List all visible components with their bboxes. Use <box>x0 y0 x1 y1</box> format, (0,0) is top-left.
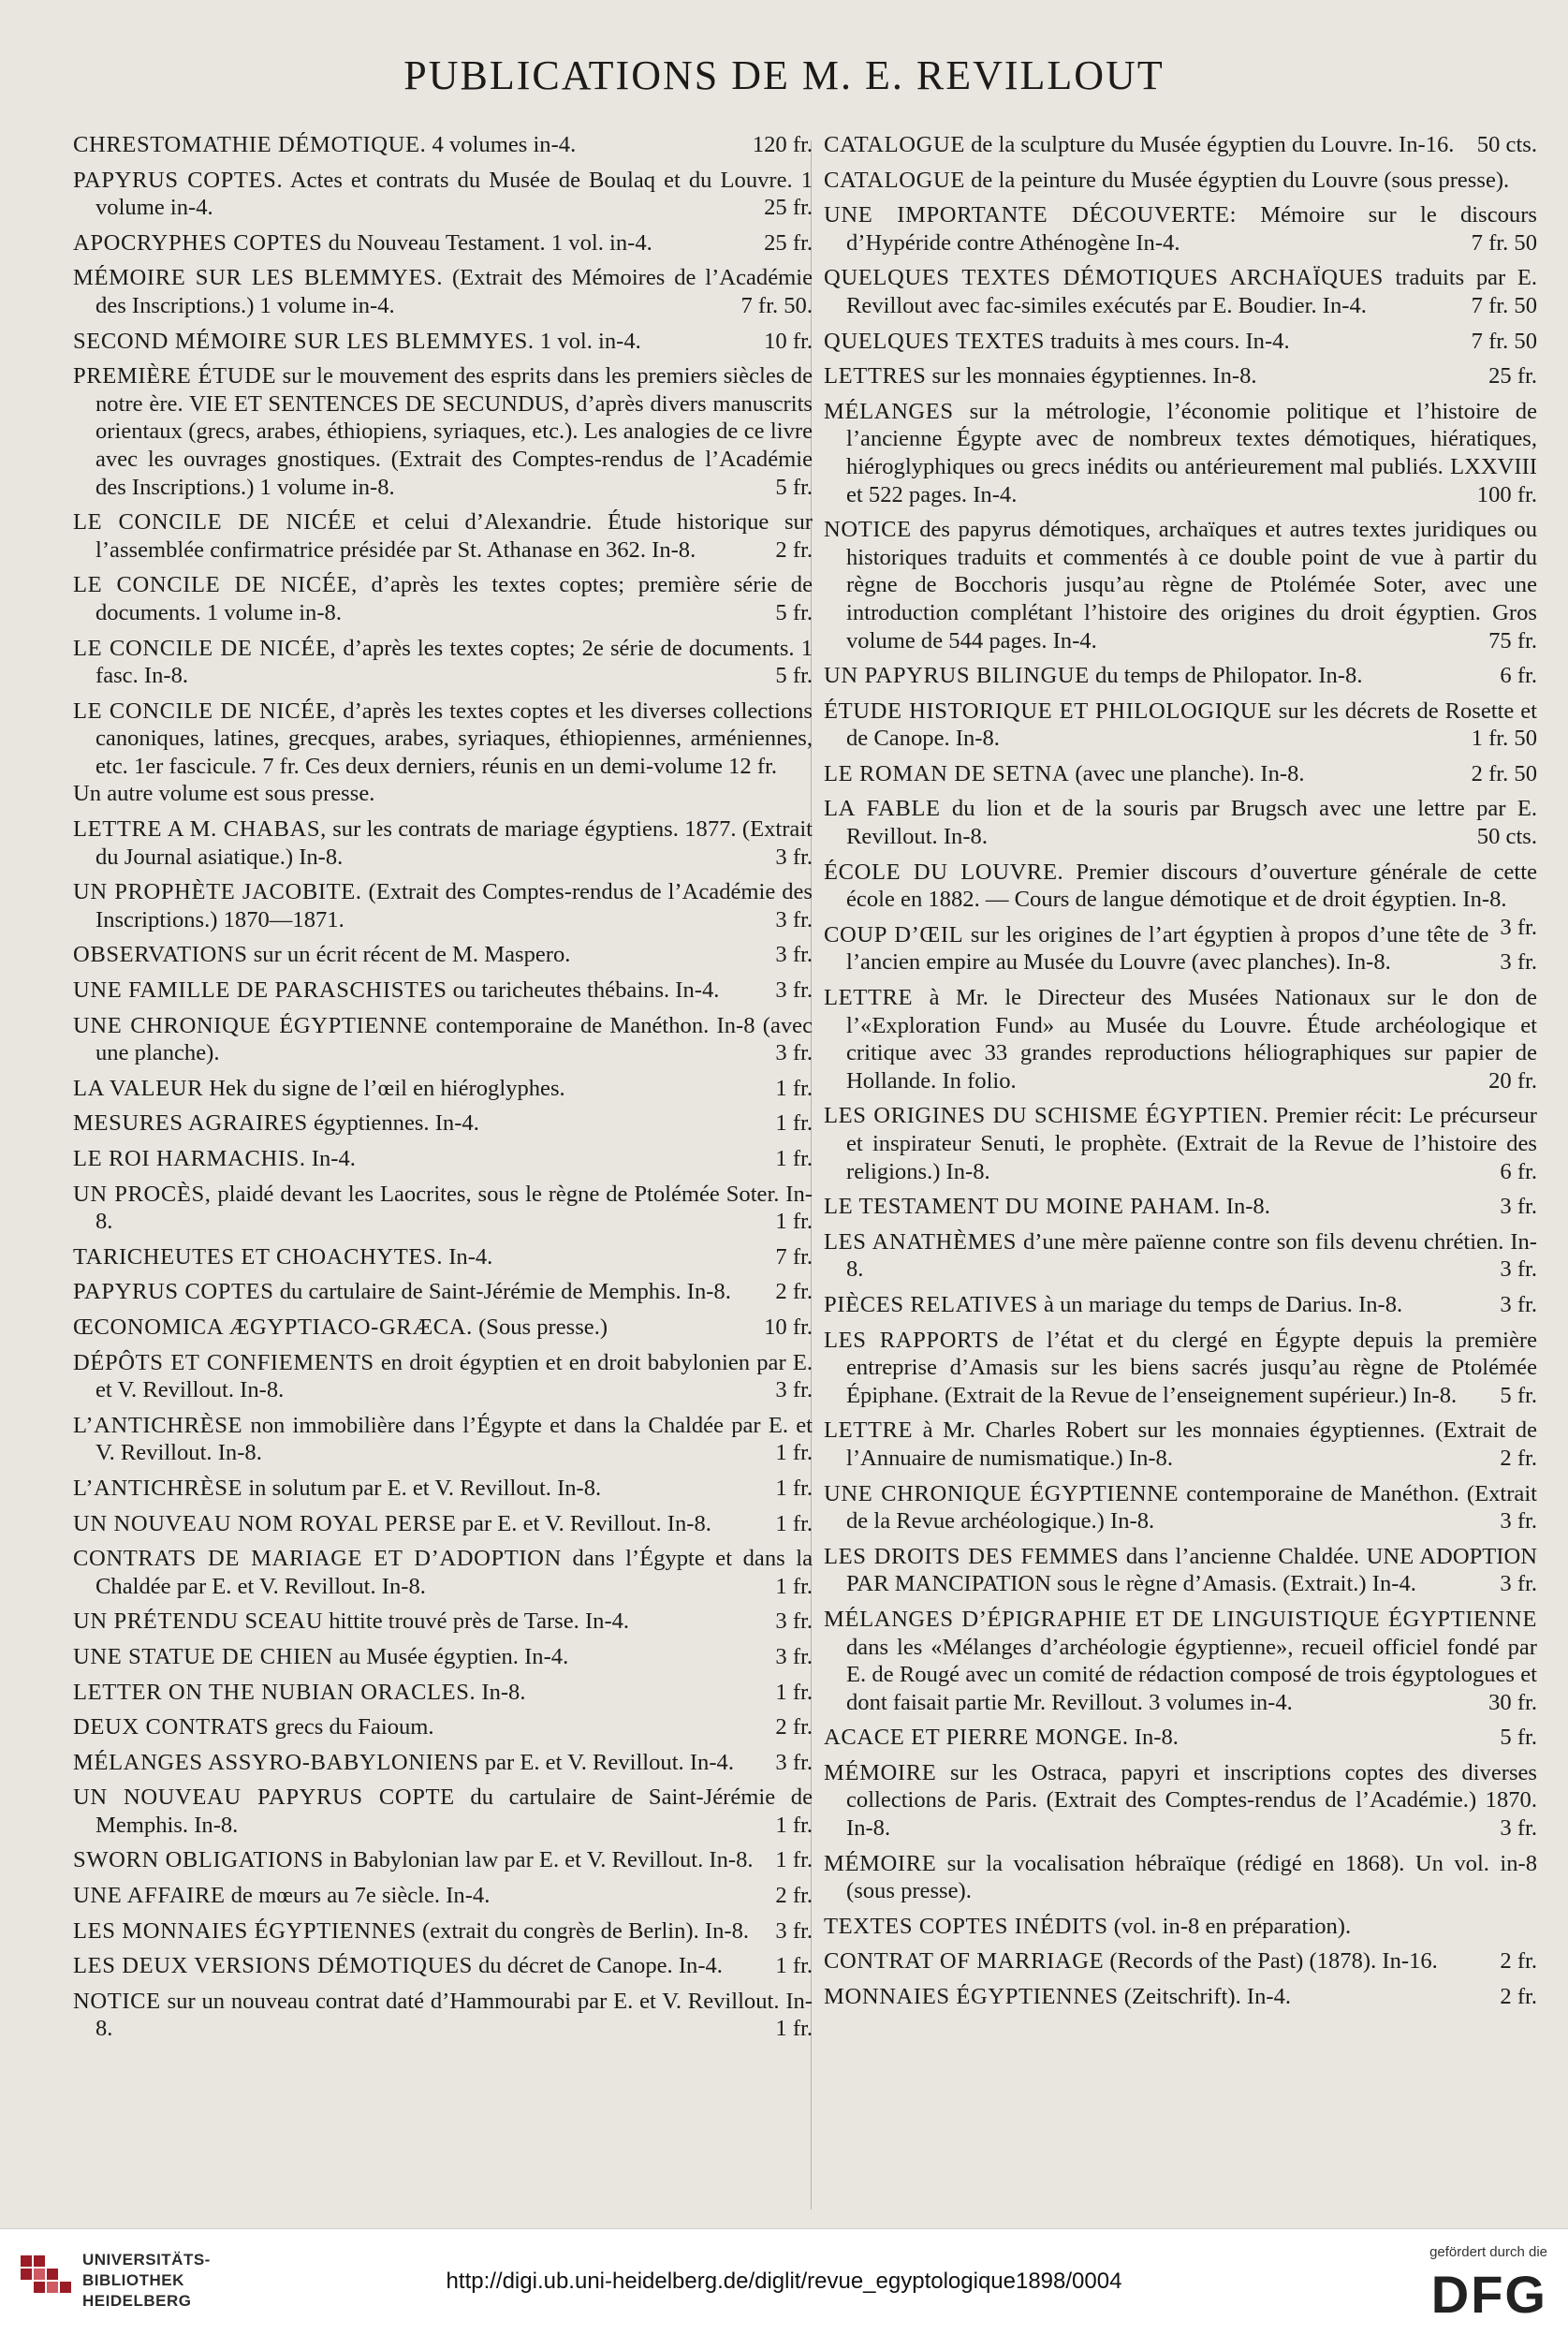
entry-title: LE TESTAMENT DU MOINE PAHAM. <box>824 1194 1221 1220</box>
entry-description: (Extrait des Mémoires de l’Académie des Inscriptions.) 1 volume in-4. <box>95 265 813 318</box>
entry-note: Un autre volume est sous presse. <box>73 781 375 807</box>
right-column <box>824 131 1537 2019</box>
entry-price: 1 fr. <box>775 1679 813 1705</box>
entry-price: 3 fr. <box>775 906 813 933</box>
catalog-entry <box>73 1988 813 2043</box>
entry-description: sur la métrologie, l’économie politique et l’histoire de l’ancienne Égypte avec de nombreux textes démotiques, hiératiques, hiéroglyphiques ou grecs inédits ou antérieurement mal publiés. LXXVIII et 522 pages. In-4. <box>846 398 1537 507</box>
entry-price: 3 fr. <box>775 1040 813 1066</box>
entry-description: Mémoire sur le discours d’Hypéride contre Athénogène In-4. <box>846 202 1537 256</box>
entry-title: UN PROCÈS, <box>73 1181 212 1207</box>
catalog-entry <box>73 131 813 159</box>
entry-description: à un mariage du temps de Darius. In-8. <box>1037 1291 1403 1317</box>
entry-price: 50 cts. <box>1476 824 1537 850</box>
entry-description: sur la vocalisation hébraïque (rédigé en 1868). Un vol. in-8 (sous presse). <box>846 1850 1537 1904</box>
entry-title: TEXTES COPTES INÉDITS <box>824 1913 1108 1939</box>
entry-price: 20 fr. <box>1488 1067 1537 1094</box>
entry-title: UNE IMPORTANTE DÉCOUVERTE: <box>824 202 1238 228</box>
entry-description: In-4. <box>443 1243 493 1270</box>
entry-price: 3 fr. <box>1500 1194 1537 1220</box>
entry-title: SECOND MÉMOIRE SUR LES BLEMMYES. <box>73 328 535 354</box>
entry-title: UN PROPHÈTE JACOBITE. <box>73 879 362 905</box>
entry-description: par E. et V. Revillout. In-4. <box>478 1749 734 1775</box>
entry-price: 1 fr. <box>775 2016 813 2042</box>
entry-price: 2 fr. <box>775 1883 813 1909</box>
catalog-entry <box>824 516 1537 654</box>
entry-description: de l’état et du clergé en Égypte depuis la première entreprise d’Amasis sur les biens sacrés jusqu’au règne de Ptolémée Épiphane. (Extrait de la Revue de l’enseignement supérieur.) In-8. <box>846 1327 1538 1408</box>
entry-price: 3 fr. <box>1500 949 1537 976</box>
entry-price: 2 fr. <box>1500 1948 1537 1975</box>
entry-price: 1 fr. <box>775 1146 813 1171</box>
entry-description: sur un écrit récent de M. Maspero. <box>247 942 571 968</box>
entry-title: LES MONNAIES ÉGYPTIENNES <box>73 1917 417 1944</box>
entry-description: plaidé devant les Laocrites, sous le règne de Ptolémée Soter. In-8. <box>95 1181 813 1235</box>
entry-description: au Musée égyptien. In-4. <box>332 1643 569 1669</box>
entry-title: L’ANTICHRÈSE <box>73 1412 243 1438</box>
entry-description: sur le mouvement des esprits dans les premiers siècles de notre ère. VIE ET SENTENCES DE SECUNDUS, d’après divers manuscrits orientaux (grecs, arabes, éthiopiens, syriaques, etc.). Les analogies de ce livre avec les ouvrages gnostiques. (Extrait des Comptes-rendus de l’Académie des Inscriptions.) 1 volume in-8. <box>95 363 813 500</box>
entry-title: LE CONCILE DE NICÉE, <box>73 635 337 661</box>
entry-price: 7 fr. 50 <box>1471 292 1537 318</box>
library-line-1: UNIVERSITÄTS- <box>82 2251 211 2269</box>
entry-title: LETTRE A M. CHABAS, <box>73 816 327 843</box>
entry-description: (extrait du congrès de Berlin). In-8. <box>416 1917 750 1944</box>
entry-price: 5 fr. <box>1500 1725 1537 1751</box>
catalog-entry <box>824 1327 1537 1410</box>
entry-price: 75 fr. <box>1488 627 1537 654</box>
catalog-entry <box>824 921 1537 977</box>
entry-title: MÉMOIRE <box>824 1759 937 1785</box>
entry-price: 6 fr. <box>1500 663 1537 689</box>
entry-price: 2 fr. <box>775 1279 813 1305</box>
entry-title: CATALOGUE <box>824 132 965 157</box>
entry-title: UN PRÉTENDU SCEAU <box>73 1608 324 1635</box>
entry-description: et celui d’Alexandrie. Étude historique sur l’assemblée confirmatrice présidée par St. Athanase en 362. In-8. <box>95 509 813 563</box>
catalog-entry <box>824 1850 1537 1905</box>
entry-description: de la sculpture du Musée égyptien du Louvre. In-16. <box>964 132 1455 157</box>
entry-title: LES DEUX VERSIONS DÉMOTIQUES <box>73 1953 473 1979</box>
entry-description: In-8. <box>476 1679 526 1705</box>
entry-description: du décret de Canope. In-4. <box>472 1953 723 1979</box>
entry-description: in Babylonian law par E. et V. Revillout. In-8. <box>323 1847 754 1873</box>
entry-title: NOTICE <box>824 517 912 543</box>
entry-description: (Extrait des Comptes-rendus de l’Académie des Inscriptions.) 1870—1871. <box>95 879 813 933</box>
entry-title: PREMIÈRE ÉTUDE <box>73 363 277 389</box>
entry-price: 2 fr. <box>775 1714 813 1740</box>
left-column <box>73 131 813 2050</box>
catalog-entry <box>824 1417 1537 1472</box>
catalog-entry <box>824 1228 1537 1284</box>
entry-price: 6 fr. <box>1500 1158 1537 1184</box>
catalog-entry <box>73 1545 813 1600</box>
catalog-entry <box>73 362 813 501</box>
entry-title: DÉPÔTS ET CONFIEMENTS <box>73 1349 374 1375</box>
entry-price: 3 fr. <box>775 844 813 870</box>
entry-description: sur les origines de l’art égyptien à propos d’une tête de l’ancien empire au Musée du Louvre (avec planches). In-8. <box>846 921 1489 976</box>
entry-title: TARICHEUTES ET CHOACHYTES. <box>73 1243 444 1270</box>
entry-title: LE CONCILE DE NICÉE <box>73 509 358 536</box>
entry-title: CHRESTOMATHIE DÉMOTIQUE. <box>73 132 427 157</box>
entry-description: du lion et de la souris par Brugsch avec une lettre par E. Revillout. In-8. <box>846 796 1538 850</box>
entry-description: d’après les textes coptes; 2e série de documents. 1 fasc. In-8. <box>95 635 813 689</box>
entry-title: MÉLANGES D’ÉPIGRAPHIE ET DE LINGUISTIQUE ÉGYPTIENNE <box>824 1606 1537 1632</box>
catalog-entry <box>824 398 1537 508</box>
entry-title: UNE CHRONIQUE ÉGYPTIENNE <box>824 1480 1180 1506</box>
entry-price: 3 fr. <box>1500 1815 1537 1842</box>
entry-description: contemporaine de Manéthon. (Extrait de la Revue archéologique.) In-8. <box>846 1480 1537 1535</box>
entry-description: d’une mère païenne contre son fils devenu chrétien. In-8. <box>846 1228 1538 1283</box>
catalog-entry <box>73 1608 813 1636</box>
entry-description: In-8. <box>1220 1194 1270 1220</box>
entry-price: 3 fr. <box>775 1917 813 1944</box>
catalog-entry <box>73 1278 813 1306</box>
catalog-entry <box>73 1181 813 1236</box>
entry-price: 3 fr. <box>775 1643 813 1669</box>
entry-description: sur un nouveau contrat daté d’Hammourabi par E. et V. Revillout. In-8. <box>95 1988 813 2042</box>
entry-title: LETTER ON THE NUBIAN ORACLES. <box>73 1679 476 1705</box>
catalog-entry <box>73 1075 813 1103</box>
catalog-entry <box>73 1243 813 1271</box>
entry-title: MÉLANGES <box>824 398 954 424</box>
entry-description: à Mr. Charles Robert sur les monnaies égyptiennes. (Extrait de l’Annuaire de numismatique.) In-8. <box>846 1417 1537 1471</box>
entry-price: 1 fr. <box>775 1209 813 1235</box>
entry-description: des papyrus démotiques, archaïques et autres textes juridiques ou historiques traduits et commentés à ce double point de vue à partir du règne de Bocchoris jusqu’au règne de Ptolémée Soter, avec une introduction complétant l’histoire des origines du droit égyptien. Gros volume de 544 pages. In-4. <box>846 517 1537 654</box>
funded-by-label: gefördert durch die <box>1429 2244 1547 2260</box>
catalog-entry <box>824 795 1537 850</box>
library-line-2: BIBLIOTHEK <box>82 2271 184 2289</box>
entry-price: 50 cts. <box>1476 132 1537 157</box>
catalog-entry <box>824 167 1537 195</box>
entry-price: 2 fr. <box>775 536 813 563</box>
entry-description: sur les Ostraca, papyri et inscriptions coptes des diverses collections de Paris. (Extrait des Comptes-rendus de l’Académie.) 1870. In-8. <box>846 1759 1537 1842</box>
catalog-entry <box>73 1784 813 1839</box>
entry-price: 1 fr. <box>775 1440 813 1466</box>
entry-price: 7 fr. 50 <box>1471 229 1537 256</box>
entry-description: dans l’Égypte et dans la Chaldée par E. et V. Revillout. In-8. <box>95 1546 813 1599</box>
entry-description: In-8. <box>1128 1725 1179 1751</box>
entry-price: 30 fr. <box>1488 1689 1537 1715</box>
entry-price: 5 fr. <box>1500 1382 1537 1408</box>
entry-title: PIÈCES RELATIVES <box>824 1291 1038 1317</box>
catalog-entry <box>73 815 813 871</box>
entry-description: sur les contrats de mariage égyptiens. 1877. (Extrait du Journal asiatique.) In-8. <box>95 816 813 870</box>
entry-price: 1 fr. <box>775 1075 813 1101</box>
catalog-entry <box>73 1679 813 1707</box>
entry-description: grecs du Faioum. <box>269 1714 434 1740</box>
catalog-entry <box>824 1606 1537 1716</box>
entry-price: 3 fr. <box>775 1608 813 1635</box>
entry-title: CATALOGUE <box>824 167 965 193</box>
entry-title: MÉLANGES ASSYRO-BABYLONIENS <box>73 1749 479 1775</box>
entry-title: OBSERVATIONS <box>73 942 248 968</box>
entry-title: PAPYRUS COPTES. <box>73 167 284 193</box>
entry-price: 2 fr. <box>1500 1445 1537 1471</box>
entry-description: (Records of the Past) (1878). In-16. <box>1104 1948 1438 1975</box>
entry-price: 3 fr. <box>1500 1256 1537 1283</box>
entry-title: APOCRYPHES COPTES <box>73 229 323 256</box>
catalog-entry <box>824 760 1537 788</box>
entry-title: NOTICE <box>73 1988 161 2014</box>
catalog-entry <box>824 1983 1537 2011</box>
entry-title: DEUX CONTRATS <box>73 1714 270 1740</box>
entry-price: 1 fr. <box>775 1475 813 1501</box>
entry-title: LETTRES <box>824 363 927 389</box>
entry-title: LES DROITS DES FEMMES <box>824 1543 1120 1569</box>
entry-title: UN NOUVEAU NOM ROYAL PERSE <box>73 1510 457 1536</box>
entry-price: 1 fr. 50 <box>1471 726 1537 752</box>
entry-price: 3 fr. <box>1500 1508 1537 1535</box>
catalog-entry <box>73 635 813 690</box>
entry-title: LES ORIGINES DU SCHISME ÉGYPTIEN. <box>824 1103 1269 1129</box>
entry-price: 3 fr. <box>1500 1571 1537 1597</box>
catalog-entry <box>73 1475 813 1503</box>
entry-title: SWORN OBLIGATIONS <box>73 1847 324 1873</box>
entry-price: 1 fr. <box>775 1573 813 1599</box>
catalog-entry <box>73 229 813 257</box>
library-line-3: HEIDELBERG <box>82 2292 192 2310</box>
entry-title: LES RAPPORTS <box>824 1327 1000 1353</box>
entry-description: non immobilière dans l’Égypte et dans la Chaldée par E. et V. Revillout. In-8. <box>95 1412 813 1466</box>
entry-description: ou taricheutes thébains. In-4. <box>447 977 720 1004</box>
entry-title: MÉMOIRE <box>824 1850 937 1876</box>
entry-title: UN PAPYRUS BILINGUE <box>824 663 1090 689</box>
catalog-entry <box>824 1947 1537 1975</box>
entry-price: 5 fr. <box>775 599 813 625</box>
entry-title: CONTRAT OF MARRIAGE <box>824 1948 1105 1975</box>
catalog-entry <box>73 1349 813 1404</box>
entry-title: PAPYRUS COPTES <box>73 1279 274 1305</box>
entry-price: 3 fr. <box>775 977 813 1004</box>
catalog-entry <box>824 264 1537 319</box>
catalog-entry <box>824 201 1537 257</box>
entry-price: 120 fr. <box>752 132 813 157</box>
entry-description: Hek du signe de l’œil en hiéroglyphes. <box>203 1075 565 1101</box>
entry-description: Premier récit: Le précurseur et inspirateur Senuti, le prophète. (Extrait de la Revue de l’histoire des religions.) In-8. <box>846 1103 1537 1184</box>
catalog-entry <box>73 1412 813 1467</box>
catalog-entry <box>824 1759 1537 1843</box>
catalog-entry <box>73 1749 813 1777</box>
entry-price: 100 fr. <box>1476 481 1537 507</box>
entry-title: UNE AFFAIRE <box>73 1883 226 1909</box>
entry-price: 7 fr. 50. <box>740 292 813 318</box>
catalog-entry <box>824 984 1537 1094</box>
entry-description: de la peinture du Musée égyptien du Louvre (sous presse). <box>964 167 1510 193</box>
catalog-entry <box>73 167 813 222</box>
entry-description: (Zeitschrift). In-4. <box>1118 1984 1292 2010</box>
catalog-entry <box>73 1846 813 1874</box>
catalog-entry <box>73 508 813 564</box>
catalog-entry <box>73 878 813 933</box>
page-title: PUBLICATIONS DE M. E. REVILLOUT <box>403 52 1165 98</box>
entry-title: LETTRE <box>824 985 914 1011</box>
entry-price: 3 fr. <box>775 942 813 968</box>
entry-price: 1 fr. <box>775 1812 813 1838</box>
entry-title: LA FABLE <box>824 796 941 822</box>
entry-title: ŒCONOMICA ÆGYPTIACO-GRÆCA. <box>73 1314 473 1340</box>
catalog-entry <box>73 1882 813 1910</box>
entry-description: Actes et contrats du Musée de Boulaq et du Louvre. 1 volume in-4. <box>95 167 813 221</box>
entry-price: 7 fr. 50 <box>1471 328 1537 354</box>
entry-title: UNE STATUE DE CHIEN <box>73 1643 333 1669</box>
catalog-entry <box>73 1952 813 1980</box>
entry-title: LETTRE <box>824 1417 914 1444</box>
catalog-entry <box>824 698 1537 753</box>
entry-title: LE ROMAN DE SETNA <box>824 760 1070 786</box>
permalink-url[interactable]: http://digi.ub.uni-heidelberg.de/diglit/revue_egyptologique1898/0004 <box>446 2269 1122 2294</box>
catalog-entry <box>73 1314 813 1342</box>
entry-price: 2 fr. <box>1500 1984 1537 2010</box>
entry-description: sur les décrets de Rosette et de Canope. In-8. <box>846 698 1537 752</box>
entry-title: MESURES AGRAIRES <box>73 1110 308 1137</box>
catalog-entry <box>824 328 1537 356</box>
entry-price: 7 fr. <box>775 1243 813 1270</box>
entry-title: QUELQUES TEXTES <box>824 328 1046 354</box>
entry-title: LA VALEUR <box>73 1075 204 1101</box>
entry-description: 4 volumes in-4. <box>426 132 577 157</box>
entry-price: 3 fr. <box>1500 1291 1537 1317</box>
entry-price: 1 fr. <box>775 1510 813 1536</box>
entry-description: du temps de Philopator. In-8. <box>1089 663 1363 689</box>
catalog-entry <box>824 1193 1537 1221</box>
entry-title: ACACE ET PIERRE MONGE. <box>824 1725 1129 1751</box>
entry-description: In-4. <box>305 1146 356 1171</box>
catalog-entry <box>73 1109 813 1138</box>
catalog-entry <box>73 698 813 808</box>
entry-description: traduits à mes cours. In-4. <box>1045 328 1290 354</box>
entry-price: 3 fr. <box>1500 914 1537 940</box>
catalog-entry <box>73 1145 813 1173</box>
catalog-entry <box>824 1102 1537 1185</box>
catalog-entry <box>73 977 813 1005</box>
entry-description: traduits par E. Revillout avec fac-similes exécutés par E. Boudier. In-4. <box>846 265 1537 318</box>
entry-price: 3 fr. <box>775 1377 813 1403</box>
entry-title: UNE CHRONIQUE ÉGYPTIENNE <box>73 1012 429 1038</box>
entry-title: LE ROI HARMACHIS. <box>73 1146 306 1171</box>
catalog-entry <box>73 1713 813 1741</box>
entry-title: CONTRATS DE MARIAGE ET D’ADOPTION <box>73 1546 562 1572</box>
catalog-entry <box>824 362 1537 390</box>
catalog-entry <box>824 662 1537 690</box>
entry-title: UNE FAMILLE DE PARASCHISTES <box>73 977 447 1004</box>
entry-price: 25 fr. <box>1488 363 1537 389</box>
entry-description: sur les monnaies égyptiennes. In-8. <box>926 363 1257 389</box>
entry-description: 1 vol. in-4. <box>534 328 641 354</box>
entry-description: in solutum par E. et V. Revillout. In-8. <box>242 1475 602 1501</box>
entry-price: 25 fr. <box>764 229 813 256</box>
entry-price: 5 fr. <box>775 474 813 500</box>
catalog-entry <box>824 1291 1537 1319</box>
entry-description: du cartulaire de Saint-Jérémie de Memphis. In-8. <box>95 1784 813 1838</box>
entry-description: du Nouveau Testament. 1 vol. in-4. <box>322 229 652 256</box>
entry-title: ÉCOLE DU LOUVRE. <box>824 859 1064 885</box>
entry-description: Premier discours d’ouverture générale de cette école en 1882. — Cours de langue démotique et de droit égyptien. In-8. <box>846 859 1537 913</box>
entry-description: hittite trouvé près de Tarse. In-4. <box>323 1608 630 1635</box>
dfg-logo: DFG <box>1430 2265 1547 2324</box>
entry-title: COUP D’ŒIL <box>824 921 964 947</box>
entry-title: UN NOUVEAU PAPYRUS COPTE <box>73 1784 455 1811</box>
entry-price: 1 fr. <box>775 1110 813 1137</box>
catalog-entry <box>824 131 1537 159</box>
entry-description: d’après les textes coptes; première série de documents. 1 volume in-8. <box>95 572 813 625</box>
entry-description: par E. et V. Revillout. In-8. <box>456 1510 711 1536</box>
catalog-entry <box>73 1012 813 1067</box>
entry-description: du cartulaire de Saint-Jérémie de Memphis. In-8. <box>273 1279 731 1305</box>
catalog-entry <box>73 1510 813 1538</box>
entry-price: 1 fr. <box>775 1847 813 1873</box>
catalog-entry <box>824 1724 1537 1752</box>
entry-title: LES ANATHÈMES <box>824 1228 1018 1255</box>
entry-price: 3 fr. <box>775 1749 813 1775</box>
entry-description: à Mr. le Directeur des Musées Nationaux sur le don de l’«Exploration Fund» au Musée du Louvre. Étude archéologique et critique avec 33 grandes reproductions héliographiques sur papier de Hollande. In folio. <box>846 985 1537 1094</box>
entry-description: en droit égyptien et en droit babylonien par E. et V. Revillout. In-8. <box>95 1349 813 1403</box>
entry-description: d’après les textes coptes et les diverses collections canoniques, latines, grecques, arabes, syriaques, éthiopiennes, arméniennes, etc. 1er fascicule. 7 fr. Ces deux derniers, réunis en un demi-volume 12 fr. <box>95 698 813 779</box>
entry-description: (Sous presse.) <box>472 1314 608 1340</box>
entry-price: 5 fr. <box>775 663 813 689</box>
entry-price: 2 fr. 50 <box>1471 760 1537 786</box>
viewer-footer <box>0 2228 1568 2335</box>
entry-title: MONNAIES ÉGYPTIENNES <box>824 1984 1119 2010</box>
catalog-entry <box>73 1643 813 1671</box>
entry-description: contemporaine de Manéthon. In-8 (avec une planche). <box>95 1012 813 1066</box>
entry-price: 10 fr. <box>764 1314 813 1340</box>
entry-price: 1 fr. <box>775 1953 813 1979</box>
entry-price: 25 fr. <box>764 195 813 221</box>
entry-description: égyptiennes. In-4. <box>307 1110 479 1137</box>
entry-title: MÉMOIRE SUR LES BLEMMYES. <box>73 265 444 291</box>
entry-title: LE CONCILE DE NICÉE, <box>73 572 358 598</box>
catalog-entry <box>824 1480 1537 1535</box>
entry-title: QUELQUES TEXTES DÉMOTIQUES ARCHAÏQUES <box>824 265 1384 291</box>
catalog-entry <box>73 571 813 626</box>
catalog-entry <box>73 941 813 969</box>
catalog-entry <box>73 264 813 319</box>
entry-title: LE CONCILE DE NICÉE, <box>73 698 337 724</box>
catalog-entry <box>824 1543 1537 1598</box>
entry-description: dans les «Mélanges d’archéologie égyptienne», recueil officiel fondé par E. de Rougé avec un comité de rédaction composé de trois égyptologues et dont faisait partie Mr. Revillout. 3 volumes in-4. <box>846 1634 1537 1715</box>
entry-description: dans l’ancienne Chaldée. UNE ADOPTION PAR MANCIPATION sous le règne d’Amasis. (Extrait.) In-4. <box>846 1543 1537 1597</box>
entry-description: (vol. in-8 en préparation). <box>1107 1913 1352 1939</box>
catalog-entry <box>824 1913 1537 1941</box>
entry-price: 10 fr. <box>764 328 813 354</box>
entry-description: de mœurs au 7e siècle. In-4. <box>225 1883 491 1909</box>
entry-title: ÉTUDE HISTORIQUE ET PHILOLOGIQUE <box>824 698 1272 724</box>
entry-title: L’ANTICHRÈSE <box>73 1475 243 1501</box>
entry-description: (avec une planche). In-8. <box>1069 760 1305 786</box>
catalog-entry <box>73 328 813 356</box>
catalog-entry <box>73 1917 813 1946</box>
